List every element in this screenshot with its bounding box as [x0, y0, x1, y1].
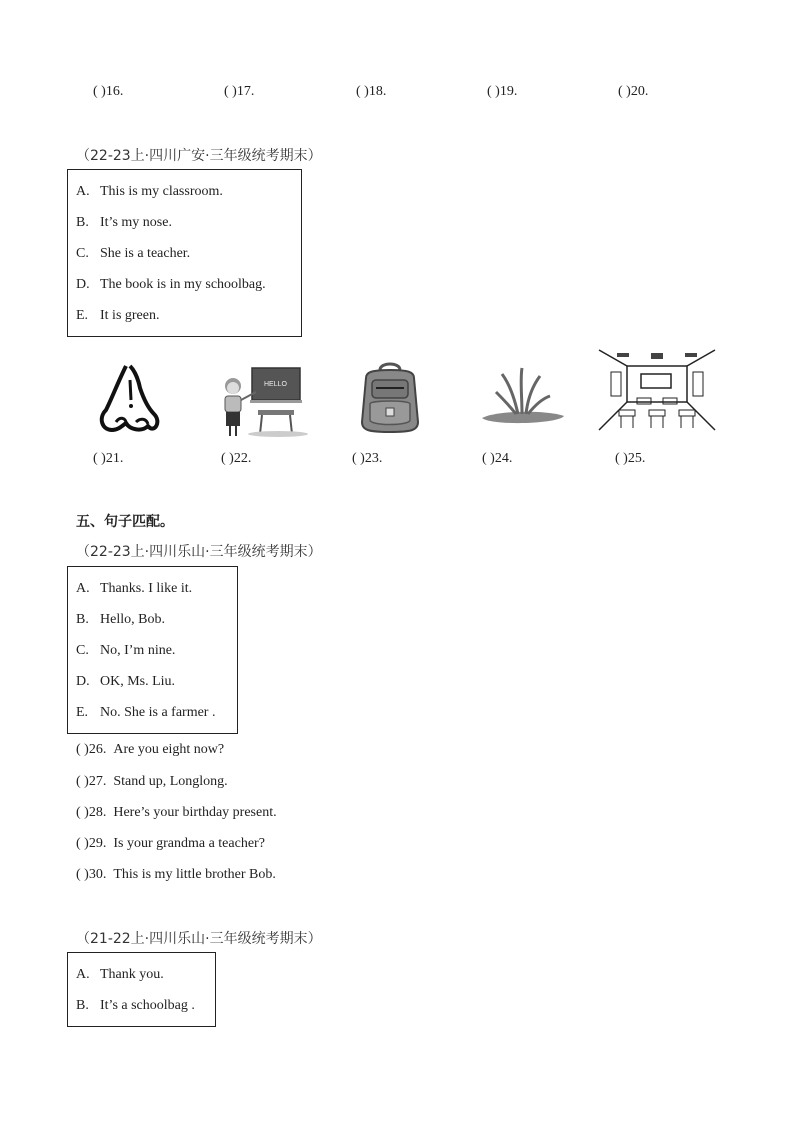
answer-blank[interactable]: ( )28.	[76, 805, 107, 820]
answer-17[interactable]: ( )17.	[224, 84, 255, 99]
options-box	[67, 169, 302, 337]
options-box	[67, 952, 216, 1027]
option-b: B. It’s my nose.	[76, 215, 172, 230]
option-a: A. Thanks. I like it.	[76, 581, 193, 596]
teacher-icon	[216, 364, 310, 438]
answer-blank[interactable]: ( )29.	[76, 836, 107, 851]
grass-icon	[478, 366, 568, 430]
option-c: C. No, I’m nine.	[76, 643, 176, 658]
answer-blank[interactable]: ( )30.	[76, 867, 107, 882]
source-note: （22-23上·四川广安·三年级统考期末）	[76, 148, 322, 164]
answer-24[interactable]: ( )24.	[482, 451, 513, 466]
board-text: HELLO	[264, 381, 287, 388]
option-d: D. OK, Ms. Liu.	[76, 674, 176, 689]
question-28: ( )28. Here’s your birthday present.	[76, 805, 277, 820]
question-27: ( )27. Stand up, Longlong.	[76, 774, 228, 789]
answer-blank[interactable]: ( )26.	[76, 742, 107, 757]
question-30: ( )30. This is my little brother Bob.	[76, 867, 276, 882]
options-box	[67, 566, 238, 734]
answer-21[interactable]: ( )21.	[93, 451, 124, 466]
option-c: C. She is a teacher.	[76, 246, 191, 261]
question-26: ( )26. Are you eight now?	[76, 742, 225, 757]
source-note: （22-23上·四川乐山·三年级统考期末）	[76, 544, 322, 560]
option-b: B. Hello, Bob.	[76, 612, 165, 627]
classroom-icon	[597, 348, 717, 432]
answer-16[interactable]: ( )16.	[93, 84, 124, 99]
answer-25[interactable]: ( )25.	[615, 451, 646, 466]
option-e: E. It is green.	[76, 308, 160, 323]
option-e: E. No. She is a farmer .	[76, 705, 216, 720]
option-a: A. Thank you.	[76, 967, 164, 982]
answer-18[interactable]: ( )18.	[356, 84, 387, 99]
nose-icon	[96, 360, 162, 438]
answer-19[interactable]: ( )19.	[487, 84, 518, 99]
schoolbag-icon	[356, 360, 424, 434]
option-a: A. This is my classroom.	[76, 184, 223, 199]
source-note: （21-22上·四川乐山·三年级统考期末）	[76, 931, 322, 947]
answer-blank[interactable]: ( )27.	[76, 774, 107, 789]
answer-23[interactable]: ( )23.	[352, 451, 383, 466]
option-d: D. The book is in my schoolbag.	[76, 277, 266, 292]
answer-20[interactable]: ( )20.	[618, 84, 649, 99]
answer-22[interactable]: ( )22.	[221, 451, 252, 466]
question-29: ( )29. Is your grandma a teacher?	[76, 836, 265, 851]
option-b: B. It’s a schoolbag .	[76, 998, 195, 1013]
section-heading: 五、句子匹配。	[76, 514, 174, 530]
